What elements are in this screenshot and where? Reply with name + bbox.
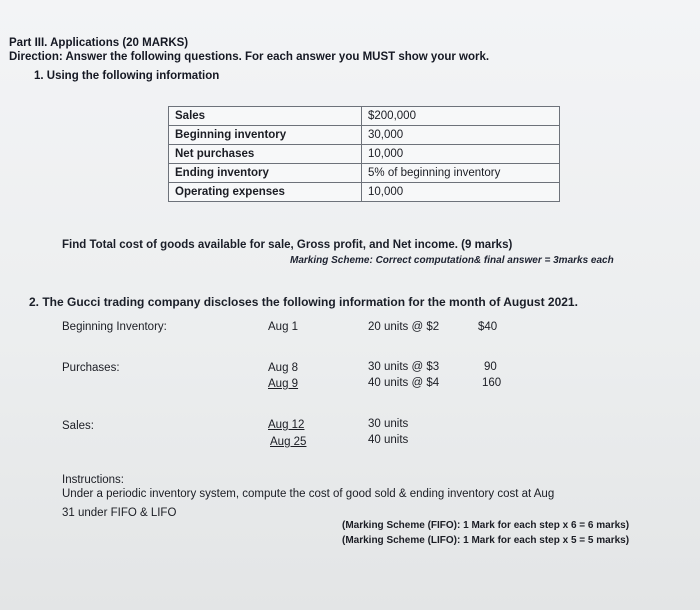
beginning-inventory-label: Beginning Inventory: xyxy=(62,321,167,333)
row-value: 10,000 xyxy=(362,145,560,164)
beginning-inventory-units: 20 units @ $2 xyxy=(368,321,440,333)
row-label: Net purchases xyxy=(169,145,362,164)
part-title: Part III. Applications (20 MARKS) xyxy=(9,37,189,49)
question-2-intro: 2. The Gucci trading company discloses the following information for the month of August 2021. xyxy=(29,295,578,309)
row-label: Ending inventory xyxy=(169,164,362,183)
info-table xyxy=(168,106,560,202)
row-value: $200,000 xyxy=(362,107,560,126)
table-row xyxy=(169,183,560,202)
purchase-amount: 90 xyxy=(484,361,497,373)
purchase-units: 30 units @ $3 xyxy=(368,361,440,373)
sales-label: Sales: xyxy=(62,420,94,432)
instructions-line-2: 31 under FIFO & LIFO xyxy=(62,507,177,519)
instructions-heading: Instructions: xyxy=(62,474,124,486)
sale-units: 40 units xyxy=(368,434,409,446)
instructions-line-1: Under a periodic inventory system, compute the cost of good sold & ending inventory cost at Aug xyxy=(62,488,555,500)
table-row xyxy=(169,126,560,145)
sale-units: 30 units xyxy=(368,418,409,430)
row-label: Sales xyxy=(169,107,362,126)
table-row xyxy=(169,145,560,164)
beginning-inventory-amount: $40 xyxy=(478,321,498,333)
table-row xyxy=(169,164,560,183)
table-row xyxy=(169,107,560,126)
marking-scheme-lifo: (Marking Scheme (LIFO): 1 Mark for each step x 5 = 5 marks) xyxy=(342,535,630,546)
row-value: 30,000 xyxy=(362,126,560,145)
sale-date: Aug 12 xyxy=(268,419,305,431)
purchases-label: Purchases: xyxy=(62,362,120,374)
question-1-task: Find Total cost of goods available for sale, Gross profit, and Net income. (9 marks) xyxy=(62,239,513,251)
row-value: 5% of beginning inventory xyxy=(362,164,560,183)
row-value: 10,000 xyxy=(362,183,560,202)
beginning-inventory-date: Aug 1 xyxy=(268,321,299,333)
purchase-date: Aug 8 xyxy=(268,362,299,374)
direction-text: Direction: Answer the following questions. For each answer you MUST show your work. xyxy=(9,51,490,63)
purchase-units: 40 units @ $4 xyxy=(368,377,440,389)
purchase-date: Aug 9 xyxy=(268,378,299,390)
purchase-amount: 160 xyxy=(482,377,502,389)
question-1-marking-scheme: Marking Scheme: Correct computation& final answer = 3marks each xyxy=(290,255,614,266)
row-label: Beginning inventory xyxy=(169,126,362,145)
row-label: Operating expenses xyxy=(169,183,362,202)
sale-date: Aug 25 xyxy=(270,436,307,448)
question-1-intro: 1. Using the following information xyxy=(34,70,220,82)
marking-scheme-fifo: (Marking Scheme (FIFO): 1 Mark for each step x 6 = 6 marks) xyxy=(342,520,630,531)
